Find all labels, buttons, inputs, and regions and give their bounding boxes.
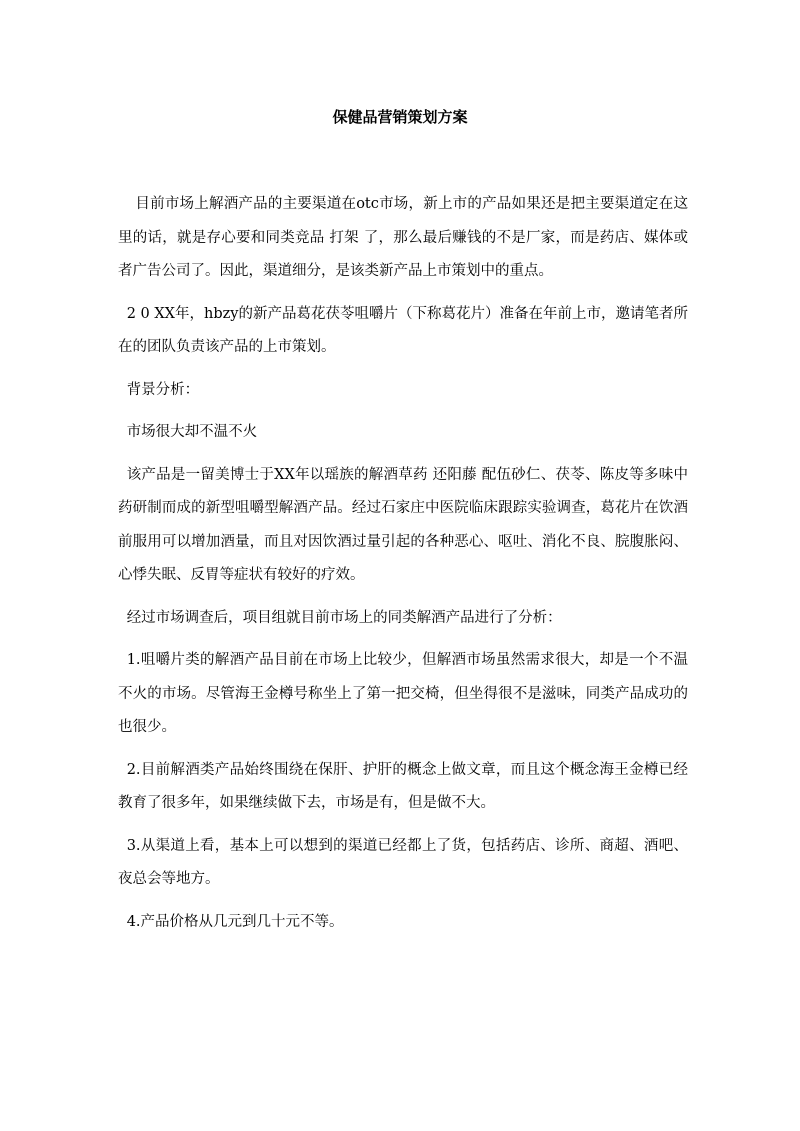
document-title: 保健品营销策划方案 <box>332 108 468 126</box>
paragraph-product-description: 该产品是一留美博士于XX年以瑶族的解酒草药 还阳藤 配伍砂仁、茯苓、陈皮等多味中药研制而成的新型咀嚼型解酒产品。经过石家庄中医院临床跟踪实验调查，葛花片在饮酒前服用可以增加酒量，而且对因饮酒过量引起的各种恶心、呕吐、消化不良、脘腹胀闷、心悸失眠、反胃等症状有较好的疗效。 <box>118 466 688 583</box>
paragraph-product-launch: 2 0 XX年，hbzy的新产品葛花茯苓咀嚼片（下称葛花片）准备在年前上市，邀请笔者所在的团队负责该产品的上市策划。 <box>118 305 688 355</box>
document-body <box>118 188 688 948</box>
paragraph-background-heading: 背景分析： <box>126 381 200 398</box>
paragraph-point-2: 2.目前解酒类产品始终围绕在保肝、护肝的概念上做文章，而且这个概念海王金樽已经教育了很多年，如果继续做下去，市场是有，但是做不大。 <box>118 761 688 811</box>
paragraph-market-subheading: 市场很大却不温不火 <box>126 424 258 440</box>
paragraph-point-1: 1.咀嚼片类的解酒产品目前在市场上比较少，但解酒市场虽然需求很大，却是一个不温不火的市场。尽管海王金樽号称坐上了第一把交椅，但坐得很不是滋味，同类产品成功的也很少。 <box>118 652 688 735</box>
paragraph-channel-intro: 目前市场上解酒产品的主要渠道在otc市场，新上市的产品如果还是把主要渠道定在这里的话，就是存心要和同类竞品 打架 了，那么最后赚钱的不是厂家，而是药店、媒体或者广告公司了。因此，渠道细分，是该类新产品上市策划中的重点。 <box>118 196 688 279</box>
paragraph-analysis-intro: 经过市场调查后，项目组就目前市场上的同类解酒产品进行了分析： <box>126 609 562 626</box>
paragraph-point-3: 3.从渠道上看，基本上可以想到的渠道已经都上了货，包括药店、诊所、商超、酒吧、夜总会等地方。 <box>118 837 688 887</box>
paragraph-point-4: 4.产品价格从几元到几十元不等。 <box>126 913 344 930</box>
